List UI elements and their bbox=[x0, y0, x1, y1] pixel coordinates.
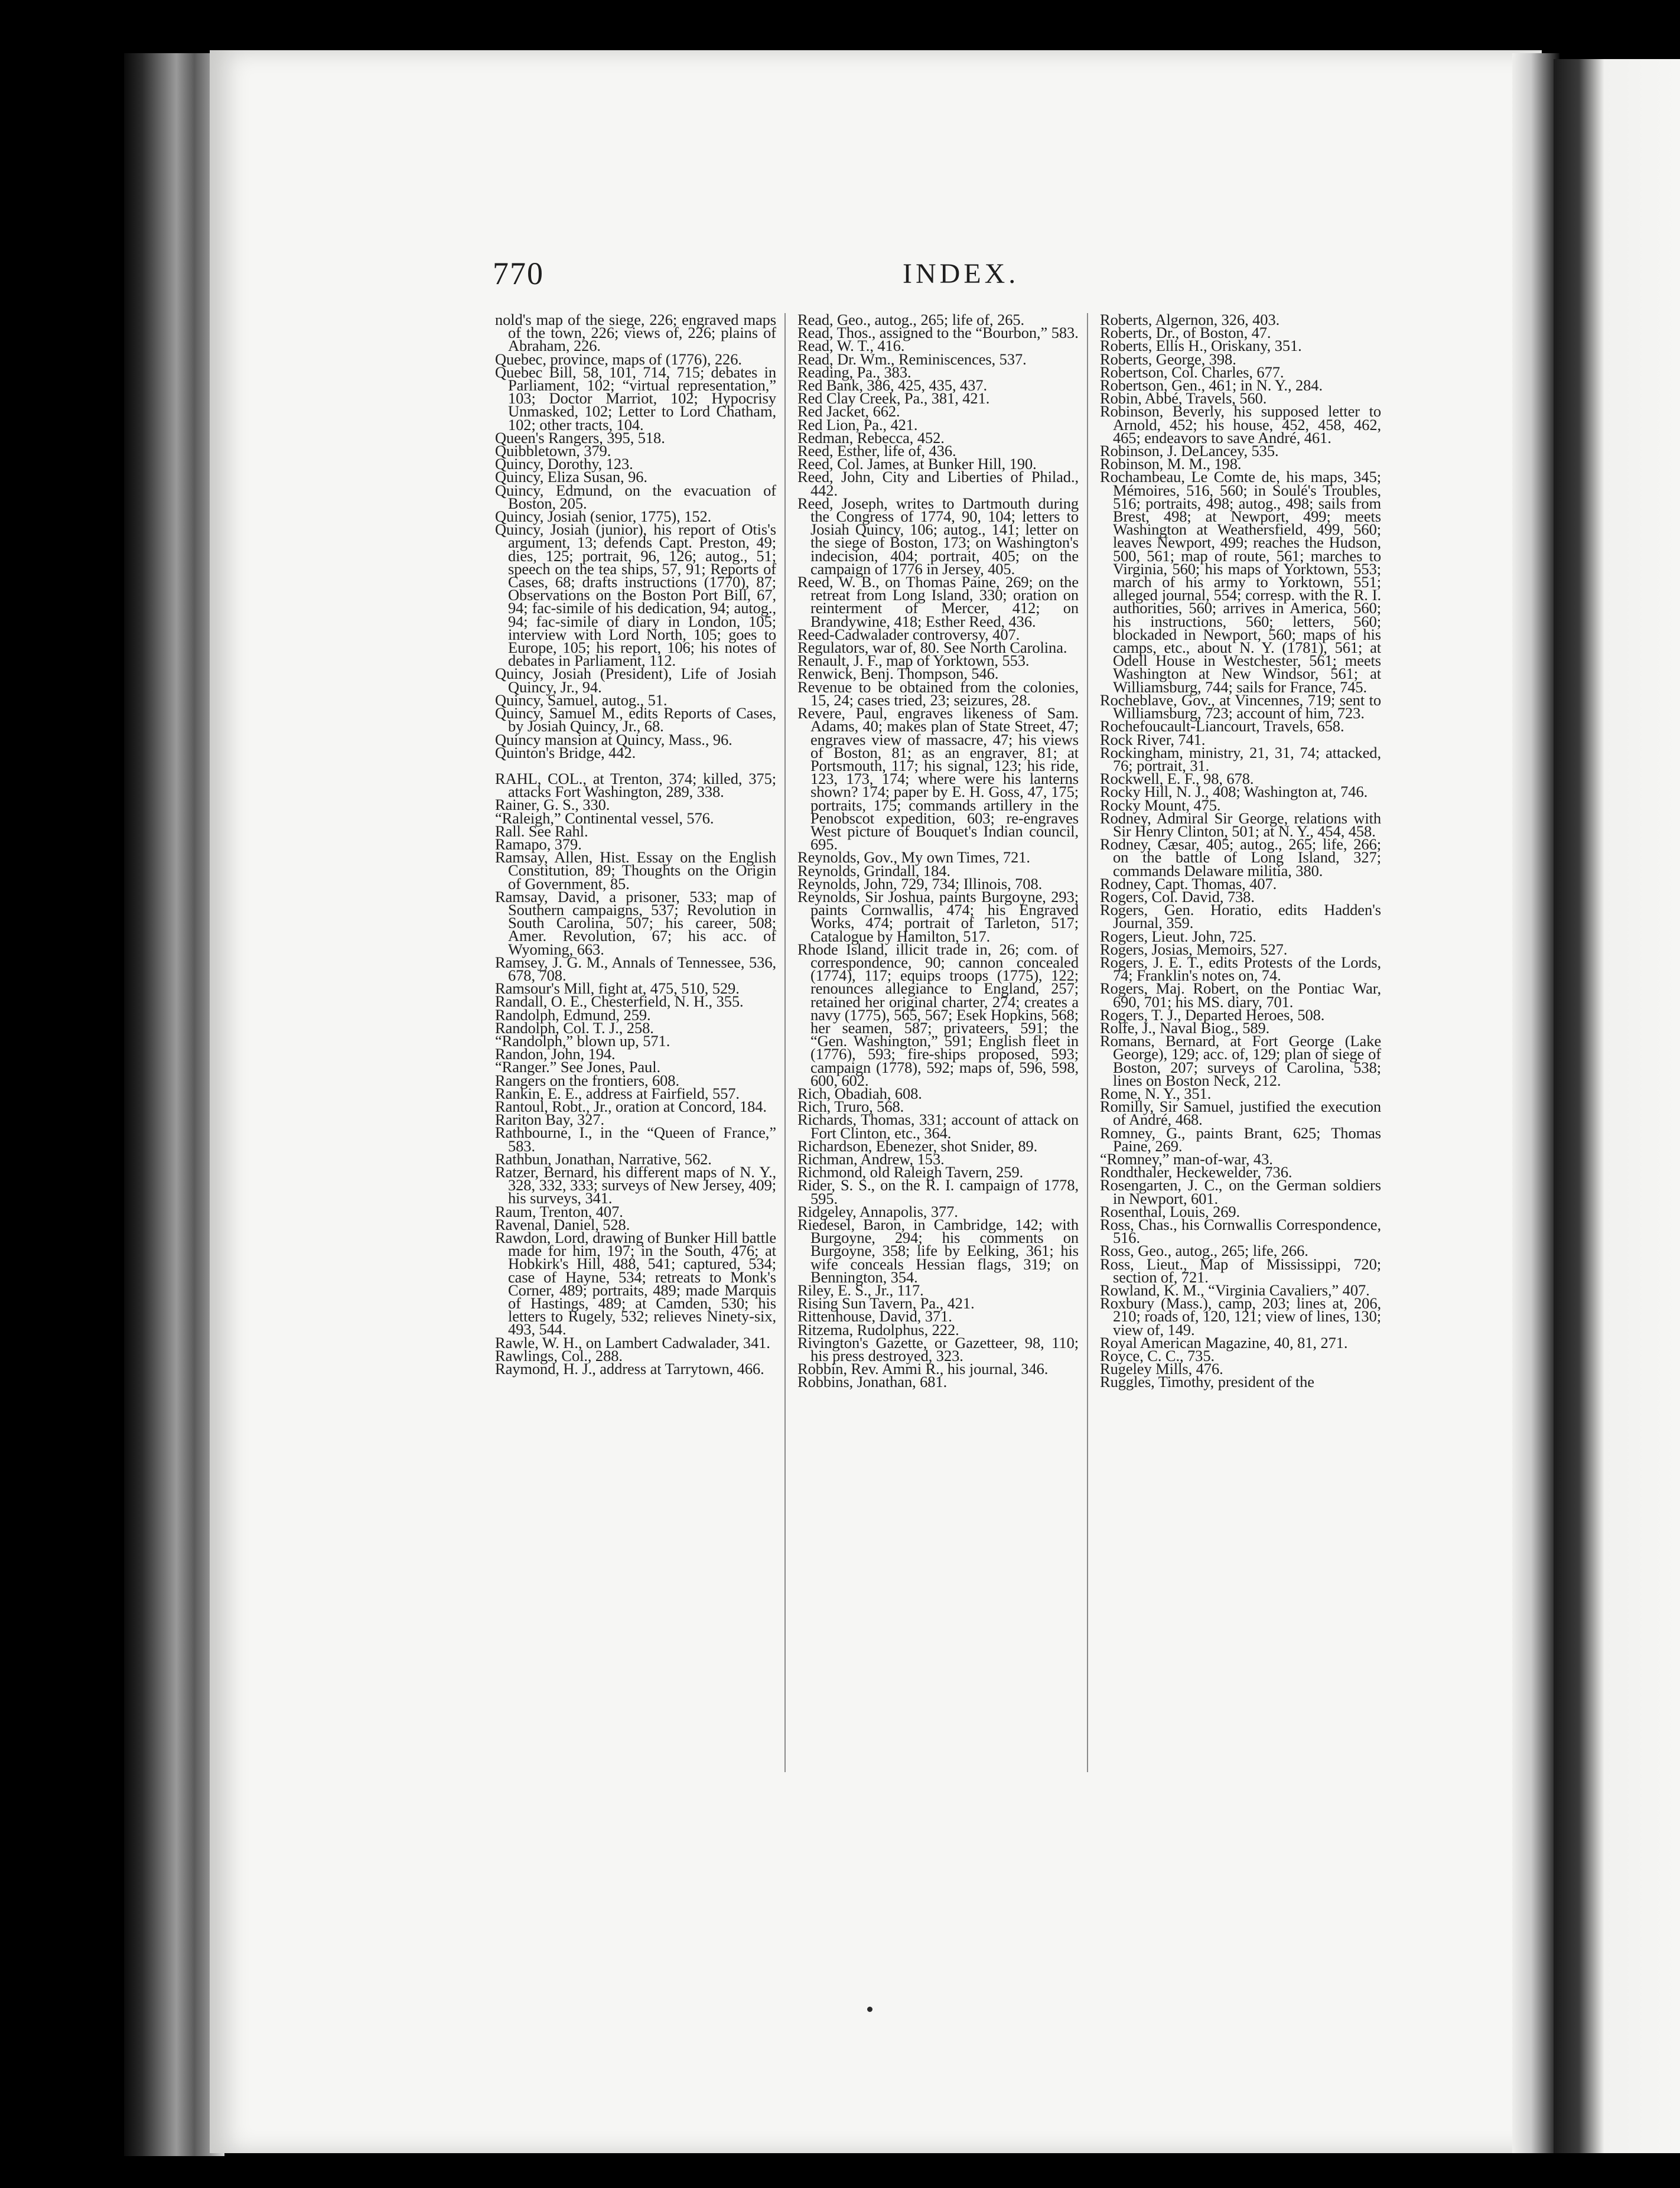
index-entry: Rochefoucault-Liancourt, Travels, 658. bbox=[1100, 717, 1344, 735]
index-entry: Raymond, H. J., address at Tarrytown, 466. bbox=[495, 1360, 764, 1378]
index-entry: Reynolds, John, 729, 734; Illinois, 708. bbox=[797, 874, 1043, 893]
index-entry: Reed, Joseph, writes to Dartmouth during the Congress of 1774, 90, 104; letters to Josiah Quincy, 106; autog., 141; letter on the siege of Boston, 173; on Washington's indecision, 404; portrait, 405; on the campaign of 1776 in Jersey, 405. bbox=[797, 494, 1079, 578]
page-number: 770 bbox=[493, 256, 544, 291]
running-title: INDEX. bbox=[903, 258, 1020, 289]
index-entry: Ridgeley, Annapolis, 377. bbox=[797, 1202, 958, 1220]
index-entry: Ramsour's Mill, fight at, 475, 510, 529. bbox=[495, 979, 740, 998]
index-entry: Quincy, Josiah (senior, 1775), 152. bbox=[495, 507, 712, 526]
index-entry: Rogers, Col. David, 738. bbox=[1100, 887, 1255, 906]
index-entry: Reading, Pa., 383. bbox=[797, 363, 911, 381]
index-entry: Rodney, Admiral Sir George, relations with Sir Henry Clinton, 501; at N. Y., 454, 458. bbox=[1100, 809, 1381, 840]
index-entry: Rowland, K. M., “Virginia Cavaliers,” 407. bbox=[1100, 1281, 1370, 1300]
scan-speck bbox=[867, 2007, 872, 2012]
index-entry: Romilly, Sir Samuel, justified the execution of André, 468. bbox=[1100, 1098, 1381, 1129]
index-entry: Read, Dr. Wm., Reminiscences, 537. bbox=[797, 350, 1027, 368]
index-entry: Rondthaler, Heckewelder, 736. bbox=[1100, 1163, 1292, 1181]
index-entry: Renault, J. F., map of Yorktown, 553. bbox=[797, 652, 1030, 670]
index-entry: Rathbourne, I., in the “Queen of France,” 583. bbox=[495, 1124, 776, 1155]
index-entry: Quinton's Bridge, 442. bbox=[495, 743, 636, 761]
index-entry: Rivington's Gazette, or Gazetteer, 98, 110; his press destroyed, 323. bbox=[797, 1333, 1079, 1365]
index-column-3 bbox=[1100, 313, 1381, 1389]
index-entry: Riedesel, Baron, in Cambridge, 142; with Burgoyne, 294; his comments on Burgoyne, 358; life by Eelking, 361; his wife conceals Hessian flags, 319; on Bennington, 354. bbox=[797, 1216, 1079, 1286]
index-entry: “Raleigh,” Continental vessel, 576. bbox=[495, 809, 714, 827]
index-entry: Rogers, Josias, Memoirs, 527. bbox=[1100, 940, 1288, 958]
index-entry: Rocheblave, Gov., at Vincennes, 719; sent to Williamsburg, 723; account of him, 723. bbox=[1100, 691, 1381, 722]
index-entry: Randolph, Edmund, 259. bbox=[495, 1005, 651, 1024]
index-entry: nold's map of the siege, 226; engraved maps of the town, 226; views of, 226; plains of Abraham, 226. bbox=[495, 311, 776, 355]
index-entry: Richman, Andrew, 153. bbox=[797, 1150, 945, 1168]
index-entry: Red Jacket, 662. bbox=[797, 402, 900, 421]
index-entry: Reynolds, Gov., My own Times, 721. bbox=[797, 848, 1030, 867]
index-entry: Robertson, Col. Charles, 677. bbox=[1100, 363, 1284, 381]
column-rule bbox=[1087, 313, 1088, 1772]
index-entry: Richardson, Ebenezer, shot Snider, 89. bbox=[797, 1137, 1038, 1155]
column-rule bbox=[784, 313, 786, 1772]
index-entry: Roberts, George, 398. bbox=[1100, 350, 1236, 368]
index-entry: Quincy mansion at Quincy, Mass., 96. bbox=[495, 730, 732, 748]
index-entry: Rider, S. S., on the R. I. campaign of 1778, 595. bbox=[797, 1176, 1079, 1207]
index-entry: Rosengarten, J. C., on the German soldiers in Newport, 601. bbox=[1100, 1176, 1381, 1207]
index-entry: Roberts, Dr., of Boston, 47. bbox=[1100, 324, 1271, 342]
index-entry: Reynolds, Sir Joshua, paints Burgoyne, 293; paints Cornwallis, 474; his Engraved Works, 474; portrait of Tarleton, 517; Catalogue by Hamilton, 517. bbox=[797, 887, 1079, 945]
index-entry: “Randolph,” blown up, 571. bbox=[495, 1031, 670, 1050]
index-entry: Rochambeau, Le Comte de, his maps, 345; Mémoires, 516, 560; in Soulé's Troubles, 516; portraits, 498; autog., 498; sails from Brest, 498; at Newport, 499; meets Washington at Weathersfield, 499, 560; leaves Newport, 499; reaches the Hudson, 500, 561; map of route, 561; marches to Virginia, 560; his maps of Yorktown, 553; march of his army to Yorktown, 551; alleged journal, 554; corresp. with the R. I. authorities, 560; arrives in America, 560; his instructions, 560; letters, 560; blockaded in Newport, 560; maps of his camps, etc., about N. Y. (1781), 561; at Odell House in Westchester, 561; meets Washington at New Windsor, 561; at Williamsburg, 744; sails for France, 745. bbox=[1100, 468, 1381, 696]
index-entry: Redman, Rebecca, 452. bbox=[797, 428, 945, 447]
index-entry: Ross, Chas., his Cornwallis Correspondence, 516. bbox=[1100, 1216, 1381, 1247]
index-entry: Ramapo, 379. bbox=[495, 835, 582, 853]
index-entry: Rawle, W. H., on Lambert Cadwalader, 341. bbox=[495, 1333, 770, 1352]
index-entry: Read, W. T., 416. bbox=[797, 337, 905, 355]
index-entry: Rolfe, J., Naval Biog., 589. bbox=[1100, 1018, 1270, 1037]
index-entry: Read, Geo., autog., 265; life of, 265. bbox=[797, 311, 1025, 328]
index-entry: Ramsay, Allen, Hist. Essay on the English Constitution, 89; Thoughts on the Origin of Government, 85. bbox=[495, 848, 776, 893]
index-entry: Roxbury (Mass.), camp, 203; lines at, 206, 210; roads of, 120, 121; view of lines, 130; view of, 149. bbox=[1100, 1294, 1381, 1339]
index-entry: Rockingham, ministry, 21, 31, 74; attacked, 76; portrait, 31. bbox=[1100, 743, 1381, 774]
index-entry: Reed-Cadwalader controversy, 407. bbox=[797, 625, 1020, 643]
index-entry: “Romney,” man-of-war, 43. bbox=[1100, 1150, 1273, 1168]
index-column-1 bbox=[495, 311, 776, 1378]
index-entry: Rankin, E. E., address at Fairfield, 557. bbox=[495, 1084, 740, 1102]
index-entry: Rangers on the frontiers, 608. bbox=[495, 1071, 679, 1089]
index-entry: Queen's Rangers, 395, 518. bbox=[495, 428, 665, 447]
index-entry: Reed, John, City and Liberties of Philad., 442. bbox=[797, 468, 1079, 499]
index-entry: Rathbun, Jonathan, Narrative, 562. bbox=[495, 1150, 712, 1168]
index-entry: Rittenhouse, David, 371. bbox=[797, 1307, 952, 1326]
index-entry: Reed, Col. James, at Bunker Hill, 190. bbox=[797, 455, 1037, 473]
index-entry: Royal American Magazine, 40, 81, 271. bbox=[1100, 1333, 1348, 1352]
index-entry: Quincy, Eliza Susan, 96. bbox=[495, 468, 647, 486]
index-entry: Ratzer, Bernard, his different maps of N. Y., 328, 332, 333; surveys of New Jersey, 409; his surveys, 341. bbox=[495, 1163, 776, 1207]
index-entry: Ritzema, Rudolphus, 222. bbox=[797, 1320, 959, 1339]
index-column-2 bbox=[797, 313, 1079, 1389]
index-entry: Robinson, M. M., 198. bbox=[1100, 455, 1242, 473]
index-entry: Quincy, Samuel M., edits Reports of Cases, by Josiah Quincy, Jr., 68. bbox=[495, 704, 776, 735]
index-entry: Regulators, war of, 80. See North Carolina. bbox=[797, 639, 1067, 657]
index-entry: Quincy, Josiah (junior), his report of Otis's argument, 13; defends Capt. Preston, 49; dies, 125; portrait, 96, 126; autog., 51; speech on the tea ships, 57, 91; Reports of Cases, 68; drafts instructions (1770), 87; Observations on the Boston Port Bill, 67, 94; fac-simile of his dedication, 94; autog., 94; fac-simile of diary in London, 105; interview with Lord North, 105; goes to Europe, 105; his report, 106; his notes of debates in Parliament, 112. bbox=[495, 520, 776, 670]
index-entry: Rawdon, Lord, drawing of Bunker Hill battle made for him, 197; in the South, 476; at Hobkirk's Hill, 488, 541; captured, 534; case of Hayne, 534; retreats to Monk's Corner, 489; portraits, 489; made Marquis of Hastings, 489; at Camden, 530; his letters to Rugely, 532; relieves Ninety-six, 493, 544. bbox=[495, 1229, 776, 1339]
index-entry: Quincy, Samuel, autog., 51. bbox=[495, 691, 668, 709]
index-entry: Quincy, Josiah (President), Life of Josiah Quincy, Jr., 94. bbox=[495, 665, 776, 696]
index-entry: Ramsey, J. G. M., Annals of Tennessee, 536, 678, 708. bbox=[495, 953, 776, 984]
index-entry: Quincy, Edmund, on the evacuation of Boston, 205. bbox=[495, 481, 776, 512]
index-entry: Revenue to be obtained from the colonies, 15, 24; cases tried, 23; seizures, 28. bbox=[797, 678, 1079, 709]
facing-page-edge bbox=[1554, 59, 1680, 2153]
index-entry: Rariton Bay, 327. bbox=[495, 1111, 605, 1129]
index-entry: Robin, Abbé, Travels, 560. bbox=[1100, 389, 1267, 408]
index-entry: Quebec Bill, 58, 101, 714, 715; debates in Parliament, 102; “virtual representation,” 103; Doctor Marriot, 102; Hypocrisy Unmasked, 102; Letter to Lord Chatham, 102; other tracts, 104. bbox=[495, 363, 776, 434]
index-entry: Rising Sun Tavern, Pa., 421. bbox=[797, 1294, 975, 1313]
index-entry: Rall. See Rahl. bbox=[495, 822, 588, 840]
index-entry: Rome, N. Y., 351. bbox=[1100, 1084, 1212, 1102]
index-entry: Rodney, Cæsar, 405; autog., 265; life, 266; on the battle of Long Island, 327; commands Delaware militia, 380. bbox=[1100, 835, 1381, 880]
index-entry: “Ranger.” See Jones, Paul. bbox=[495, 1058, 660, 1076]
index-entry: Robinson, Beverly, his supposed letter to Arnold, 452; his house, 452, 458, 462, 465; endeavors to save André, 461. bbox=[1100, 402, 1381, 447]
index-entry: Ross, Lieut., Map of Mississippi, 720; section of, 721. bbox=[1100, 1255, 1381, 1286]
index-entry: Rainer, G. S., 330. bbox=[495, 796, 610, 814]
index-entry: Rogers, T. J., Departed Heroes, 508. bbox=[1100, 1005, 1325, 1024]
index-entry: Ruggles, Timothy, president of the bbox=[1100, 1373, 1314, 1391]
index-entry: Rich, Obadiah, 608. bbox=[797, 1084, 922, 1102]
index-entry: Rogers, J. E. T., edits Protests of the Lords, 74; Franklin's notes on, 74. bbox=[1100, 953, 1381, 985]
index-entry: Rock River, 741. bbox=[1100, 730, 1206, 748]
index-entry: Rantoul, Robt., Jr., oration at Concord, 184. bbox=[495, 1097, 767, 1115]
index-entry: Renwick, Benj. Thompson, 546. bbox=[797, 665, 999, 683]
index-entry: Robbins, Jonathan, 681. bbox=[797, 1373, 948, 1391]
index-entry: Quincy, Dorothy, 123. bbox=[495, 455, 633, 473]
index-entry: Richmond, old Raleigh Tavern, 259. bbox=[797, 1163, 1024, 1181]
index-entry: Reed, Esther, life of, 436. bbox=[797, 442, 956, 460]
index-entry: Red Lion, Pa., 421. bbox=[797, 415, 918, 434]
page-gutter bbox=[1512, 53, 1559, 2153]
index-entry: Red Clay Creek, Pa., 381, 421. bbox=[797, 389, 990, 408]
index-entry: Rosenthal, Louis, 269. bbox=[1100, 1202, 1241, 1220]
index-entry: Rogers, Lieut. John, 725. bbox=[1100, 927, 1256, 945]
index-entry: Romney, G., paints Brant, 625; Thomas Paine, 269. bbox=[1100, 1124, 1381, 1155]
index-entry: Rich, Truro, 568. bbox=[797, 1098, 904, 1116]
index-entry: Rocky Mount, 475. bbox=[1100, 796, 1221, 814]
index-entry: Roberts, Algernon, 326, 403. bbox=[1100, 311, 1280, 328]
index-entry: Randall, O. E., Chesterfield, N. H., 355. bbox=[495, 992, 744, 1011]
index-entry: Richards, Thomas, 331; account of attack on Fort Clinton, etc., 364. bbox=[797, 1111, 1079, 1142]
index-entry: Ross, Geo., autog., 265; life, 266. bbox=[1100, 1242, 1308, 1260]
index-entry: Robinson, J. DeLancey, 535. bbox=[1100, 442, 1279, 460]
index-entry: Revere, Paul, engraves likeness of Sam. Adams, 40; makes plan of State Street, 47; engraves view of massacre, 47; his views of Boston, 81; as an engraver, 81; at Portsmouth, 117; his signal, 123; his ride, 123, 173, 174; where were his lanterns shown? 174; paper by E. H. Goss, 47, 175; portraits, 175; commands artillery in the Penobscot expedition, 603; re-engraves West picture of Bouquet's Indian council, 695. bbox=[797, 704, 1079, 854]
index-entry: Robertson, Gen., 461; in N. Y., 284. bbox=[1100, 376, 1323, 395]
index-entry: Red Bank, 386, 425, 435, 437. bbox=[797, 376, 987, 395]
index-entry: Read, Thos., assigned to the “Bourbon,” 583. bbox=[797, 324, 1079, 342]
index-entry: Rogers, Gen. Horatio, edits Hadden's Journal, 359. bbox=[1100, 901, 1381, 932]
index-entry: Robbin, Rev. Ammi R., his journal, 346. bbox=[797, 1360, 1049, 1378]
index-entry: Rhode Island, illicit trade in, 26; com. of correspondence, 90; cannon concealed (1774), 117; equips troops (1775), 122; renounces allegiance to England, 257; retained her original charter, 274; creates a navy (1775), 565, 567; Esek Hopkins, 568; her seamen, 587; privateers, 591; the “Gen. Washington,” 591; English fleet in (1776), 593; fire-ships proposed, 593; campaign (1778), 592; maps of, 596, 598, 600, 602. bbox=[797, 940, 1079, 1089]
index-entry: Reynolds, Grindall, 184. bbox=[797, 861, 950, 880]
index-entry: Romans, Bernard, at Fort George (Lake George), 129; acc. of, 129; plan of siege of Boston, 207; surveys of Carolina, 538; lines on Boston Neck, 212. bbox=[1100, 1032, 1381, 1089]
index-entry: Quibbletown, 379. bbox=[495, 442, 611, 460]
index-entry: Rugeley Mills, 476. bbox=[1100, 1360, 1223, 1378]
index-entry: Ramsay, David, a prisoner, 533; map of Southern campaigns, 537; Revolution in South Carolina, 507; his career, 508; Amer. Revolution, 67; his acc. of Wyoming, 663. bbox=[495, 887, 776, 958]
index-entry: Rockwell, E. F., 98, 678. bbox=[1100, 770, 1254, 788]
index-entry: Raum, Trenton, 407. bbox=[495, 1202, 623, 1220]
index-entry: Rodney, Capt. Thomas, 407. bbox=[1100, 874, 1277, 893]
index-entry: Rawlings, Col., 288. bbox=[495, 1346, 623, 1365]
index-entry: Quebec, province, maps of (1776), 226. bbox=[495, 350, 742, 368]
index-entry: Rocky Hill, N. J., 408; Washington at, 746. bbox=[1100, 783, 1368, 801]
index-entry: RAHL, COL., at Trenton, 374; killed, 375; attacks Fort Washington, 289, 338. bbox=[495, 769, 776, 801]
index-entry: Randon, John, 194. bbox=[495, 1045, 616, 1063]
index-entry: Royce, C. C., 735. bbox=[1100, 1347, 1215, 1365]
index-entry: Rogers, Maj. Robert, on the Pontiac War, 690, 701; his MS. diary, 701. bbox=[1100, 979, 1381, 1011]
index-entry: Roberts, Ellis H., Oriskany, 351. bbox=[1100, 337, 1302, 355]
index-entry: Randolph, Col. T. J., 258. bbox=[495, 1018, 654, 1037]
index-entry: Ravenal, Daniel, 528. bbox=[495, 1215, 630, 1233]
index-entry: Reed, W. B., on Thomas Paine, 269; on the retreat from Long Island, 330; oration on reinterment of Mercer, 412; on Brandywine, 418; Esther Reed, 436. bbox=[797, 573, 1079, 630]
index-entry: Riley, E. S., Jr., 117. bbox=[797, 1281, 924, 1300]
